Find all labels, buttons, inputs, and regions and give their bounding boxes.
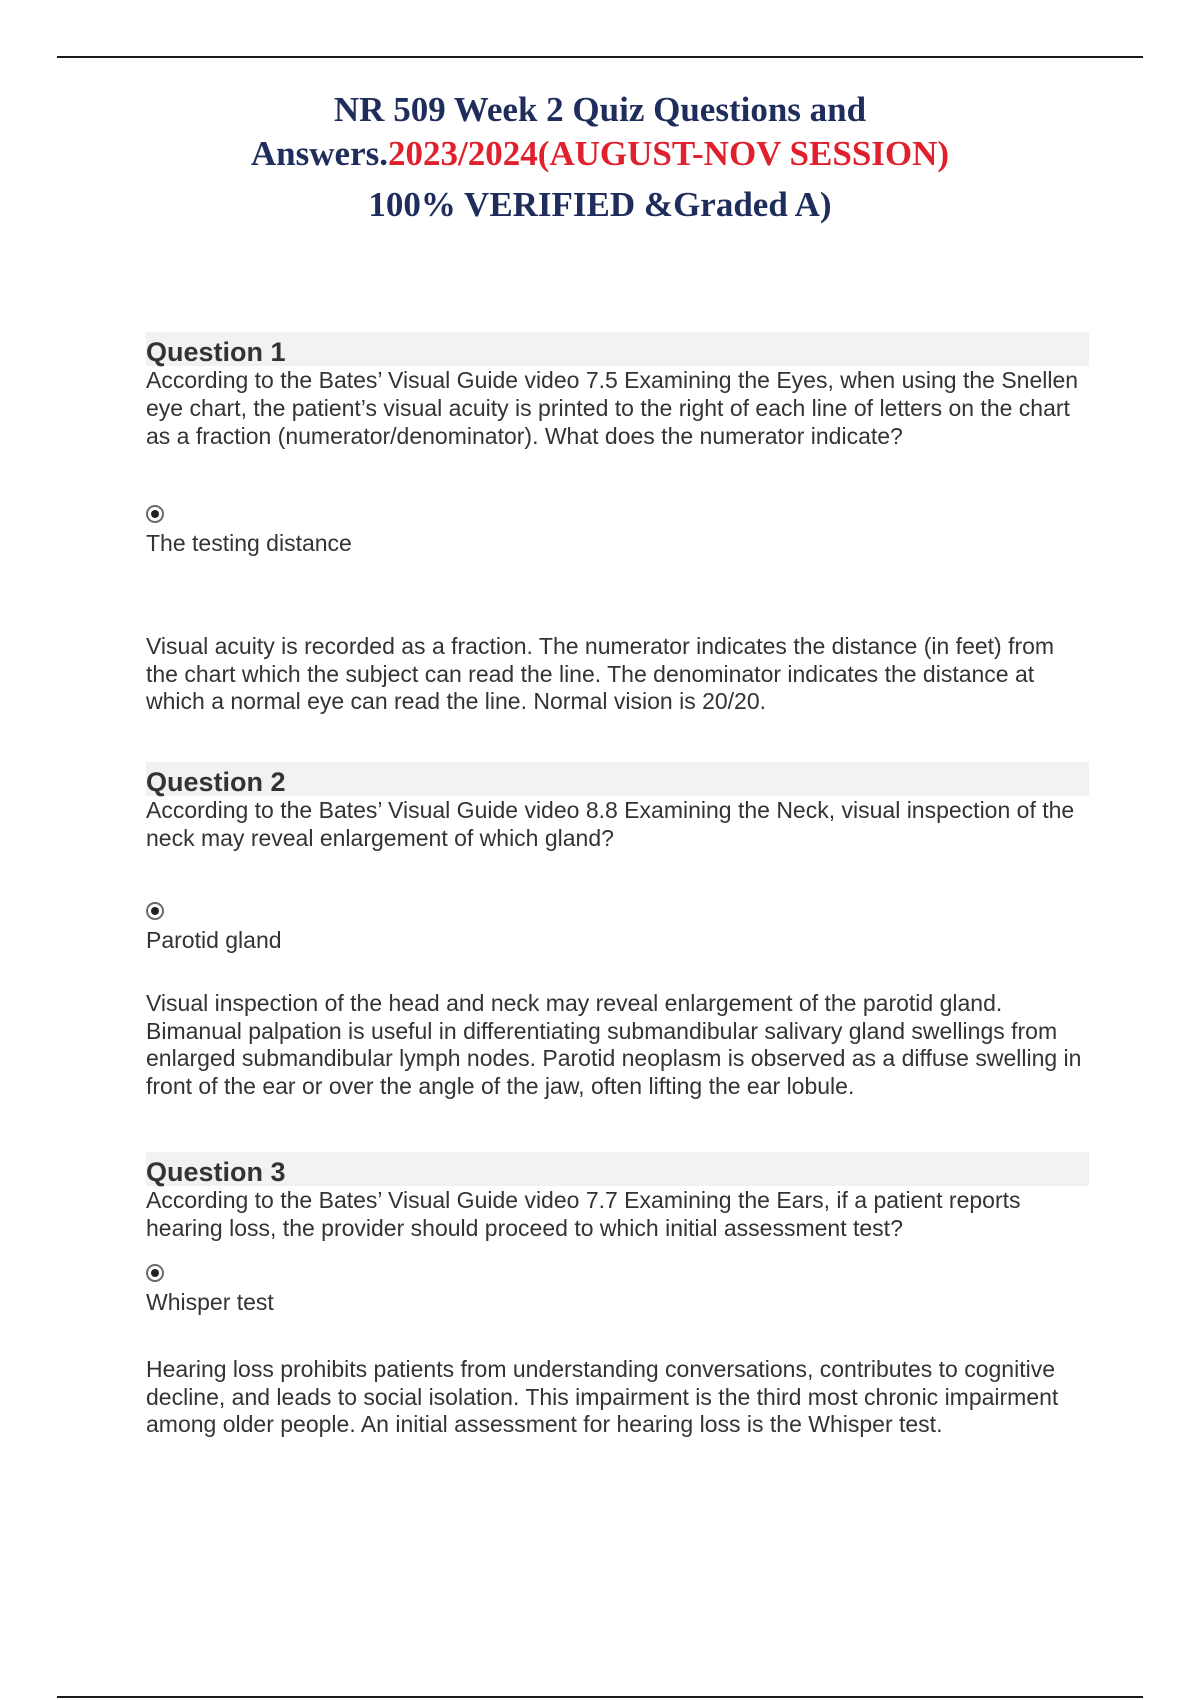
selected-answer: Parotid gland	[146, 927, 282, 953]
title-line-3: 100% VERIFIED &Graded A)	[368, 185, 832, 224]
question-1	[146, 332, 1089, 716]
question-heading: Question 1	[146, 332, 1089, 366]
document-title	[100, 88, 1100, 232]
answer-explanation: Visual acuity is recorded as a fraction. The numerator indicates the distance (in feet) from the chart which the subject can read the line. The denominator indicates the distance at which a normal eye can read the line. Normal vision is 20/20.	[146, 633, 1055, 714]
question-heading: Question 3	[146, 1152, 1089, 1186]
question-text: According to the Bates’ Visual Guide video 8.8 Examining the Neck, visual inspection of the neck may reveal enlargement of which gland?	[146, 797, 1075, 851]
selected-answer: The testing distance	[146, 530, 352, 556]
radio-selected-icon[interactable]	[146, 1264, 164, 1282]
question-3	[146, 1152, 1089, 1439]
radio-selected-icon[interactable]	[146, 505, 164, 523]
answer-explanation: Hearing loss prohibits patients from understanding conversations, contributes to cognitive decline, and leads to social isolation. This impairment is the third most chronic impairment among older people. An initial assessment for hearing loss is the Whisper test.	[146, 1356, 1059, 1437]
question-text: According to the Bates’ Visual Guide video 7.5 Examining the Eyes, when using the Snellen eye chart, the patient’s visual acuity is printed to the right of each line of letters on the chart as a fraction (numerator/denominator). What does the numerator indicate?	[146, 367, 1079, 449]
question-heading: Question 2	[146, 762, 1089, 796]
bottom-rule	[57, 1696, 1143, 1698]
title-line-2	[100, 132, 1100, 176]
radio-selected-icon[interactable]	[146, 902, 164, 920]
selected-answer: Whisper test	[146, 1289, 274, 1315]
title-answers-text: Answers.	[250, 134, 388, 173]
answer-explanation: Visual inspection of the head and neck may reveal enlargement of the parotid gland. Bimanual palpation is useful in differentiating submandibular salivary gland swellings from enlarged submandibular lymph nodes. Parotid neoplasm is observed as a diffuse swelling in front of the ear or over the angle of the jaw, often lifting the ear lobule.	[146, 990, 1082, 1099]
top-rule	[57, 56, 1143, 58]
question-2	[146, 762, 1089, 1100]
title-line-1: NR 509 Week 2 Quiz Questions and	[333, 90, 867, 129]
question-text: According to the Bates’ Visual Guide video 7.7 Examining the Ears, if a patient reports hearing loss, the provider should proceed to which initial assessment test?	[146, 1187, 1021, 1241]
title-session-text: 2023/2024(AUGUST-NOV SESSION)	[387, 134, 950, 173]
